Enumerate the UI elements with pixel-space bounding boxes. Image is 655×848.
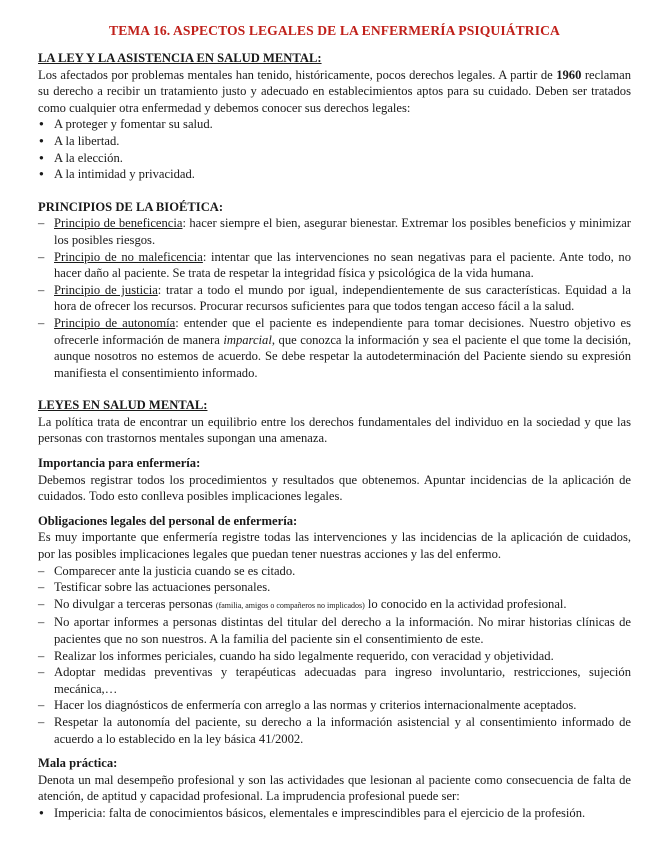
section-heading-ley-asistencia: LA LEY Y LA ASISTENCIA EN SALUD MENTAL: [38, 51, 322, 65]
section-heading-bioetica: PRINCIPIOS DE LA BIOÉTICA: [38, 199, 224, 214]
list-item: ● Impericia: falta de conocimientos básicos, elementales e imprescindibles para el ejercicio de la profesión. [38, 805, 631, 822]
section-heading-obligaciones: Obligaciones legales del personal de enfermería: [38, 513, 298, 528]
section-heading-mala-practica: Mala práctica: [38, 756, 118, 771]
list-item: – Principio de justicia: tratar a todo el mundo por igual, independientemente de sus características. Equidad a la hora de ofrecer los recursos. Procurar recursos suficientes para que todos tengan acceso fácil a la salud. [38, 282, 631, 315]
document-page [38, 22, 631, 822]
list-item: – Comparecer ante la justicia cuando se es citado. [38, 563, 631, 580]
list-item: ● A la intimidad y privacidad. [38, 166, 631, 183]
principles-list [38, 215, 631, 381]
section-heading-leyes: LEYES EN SALUD MENTAL: [38, 398, 208, 413]
paragraph-ley-asistencia: Los afectados por problemas mentales han tenido, históricamente, pocos derechos legales. A partir de 1960 reclaman su derecho a recibir un tratamiento justo y adecuado en establecimientos aptos para su cuidado. Deben ser tratados como cualquier otra enfermedad y debemos conocer sus derechos legales: [38, 67, 632, 115]
page-title: TEMA 16. ASPECTOS LEGALES DE LA ENFERMERÍA PSIQUIÁTRICA [109, 23, 560, 38]
list-item: – Hacer los diagnósticos de enfermería con arreglo a las normas y criterios internacionalmente aceptados. [38, 697, 631, 714]
obligations-list [38, 563, 631, 748]
list-item: – Principio de autonomía: entender que el paciente es independiente para tomar decisiones. Nuestro objetivo es ofrecerle información de manera imparcial, que conozca la información y sea el paciente el que tome la decisión, aunque nosotros no estemos de acuerdo. Se debe respetar la autodeterminación del Paciente siendo su expresión manifiesta el consentimiento informado. [38, 315, 631, 381]
list-item: – No aportar informes a personas distintas del titular del derecho a la información. No mirar historias clínicas de pacientes que no son nuestros. A la familia del paciente sin el consentimiento de este. [38, 614, 631, 647]
list-item: ● A la libertad. [38, 133, 631, 150]
paragraph-obligaciones: Es muy importante que enfermería registre todas las intervenciones y las incidencias de la aplicación de cuidados, por las posibles implicaciones legales que puedan tener nuestras acciones y las del enfermo. [38, 530, 631, 562]
paragraph-mala-practica: Denota un mal desempeño profesional y son las actividades que lesionan al paciente como consecuencia de falta de atención, de aptitud y capacidad profesional. La imprudencia profesional puede ser: [38, 772, 631, 804]
section-heading-importancia: Importancia para enfermería: [38, 456, 201, 471]
list-item: – Principio de no maleficencia: intentar que las intervenciones no sean negativas para el paciente. Ante todo, no hacer daño al paciente. Se trata de respetar la integridad física y psicológica de la vida humana. [38, 249, 631, 282]
list-item: – No divulgar a terceras personas (familia, amigos o compañeros no implicados) lo conocido en la actividad profesional. [38, 596, 631, 615]
paragraph-leyes: La política trata de encontrar un equilibrio entre los derechos fundamentales del individuo en la sociedad y que las personas con trastornos mentales supongan una amenaza. [38, 414, 631, 446]
list-item: ● A proteger y fomentar su salud. [38, 116, 631, 133]
malpractice-list [38, 805, 631, 822]
list-item: – Realizar los informes periciales, cuando ha sido legalmente requerido, con veracidad y objetividad. [38, 648, 631, 665]
list-item: – Adoptar medidas preventivas y terapéuticas adecuadas para ingreso involuntario, restricciones, sujeción mecánica,… [38, 664, 631, 697]
list-item: – Testificar sobre las actuaciones personales. [38, 579, 631, 596]
list-item: – Principio de beneficencia: hacer siempre el bien, asegurar bienestar. Extremar los posibles beneficios y minimizar los posibles riesgos. [38, 215, 631, 248]
list-item: ● A la elección. [38, 150, 631, 167]
paragraph-importancia: Debemos registrar todos los procedimientos y resultados que obtenemos. Apuntar incidencias de la aplicación de cuidados. Todo esto conlleva posibles implicaciones legales. [38, 472, 631, 504]
rights-list [38, 116, 631, 182]
list-item: – Respetar la autonomía del paciente, su derecho a la información asistencial y al consentimiento informado de acuerdo a lo establecido en la ley básica 41/2002. [38, 714, 631, 747]
